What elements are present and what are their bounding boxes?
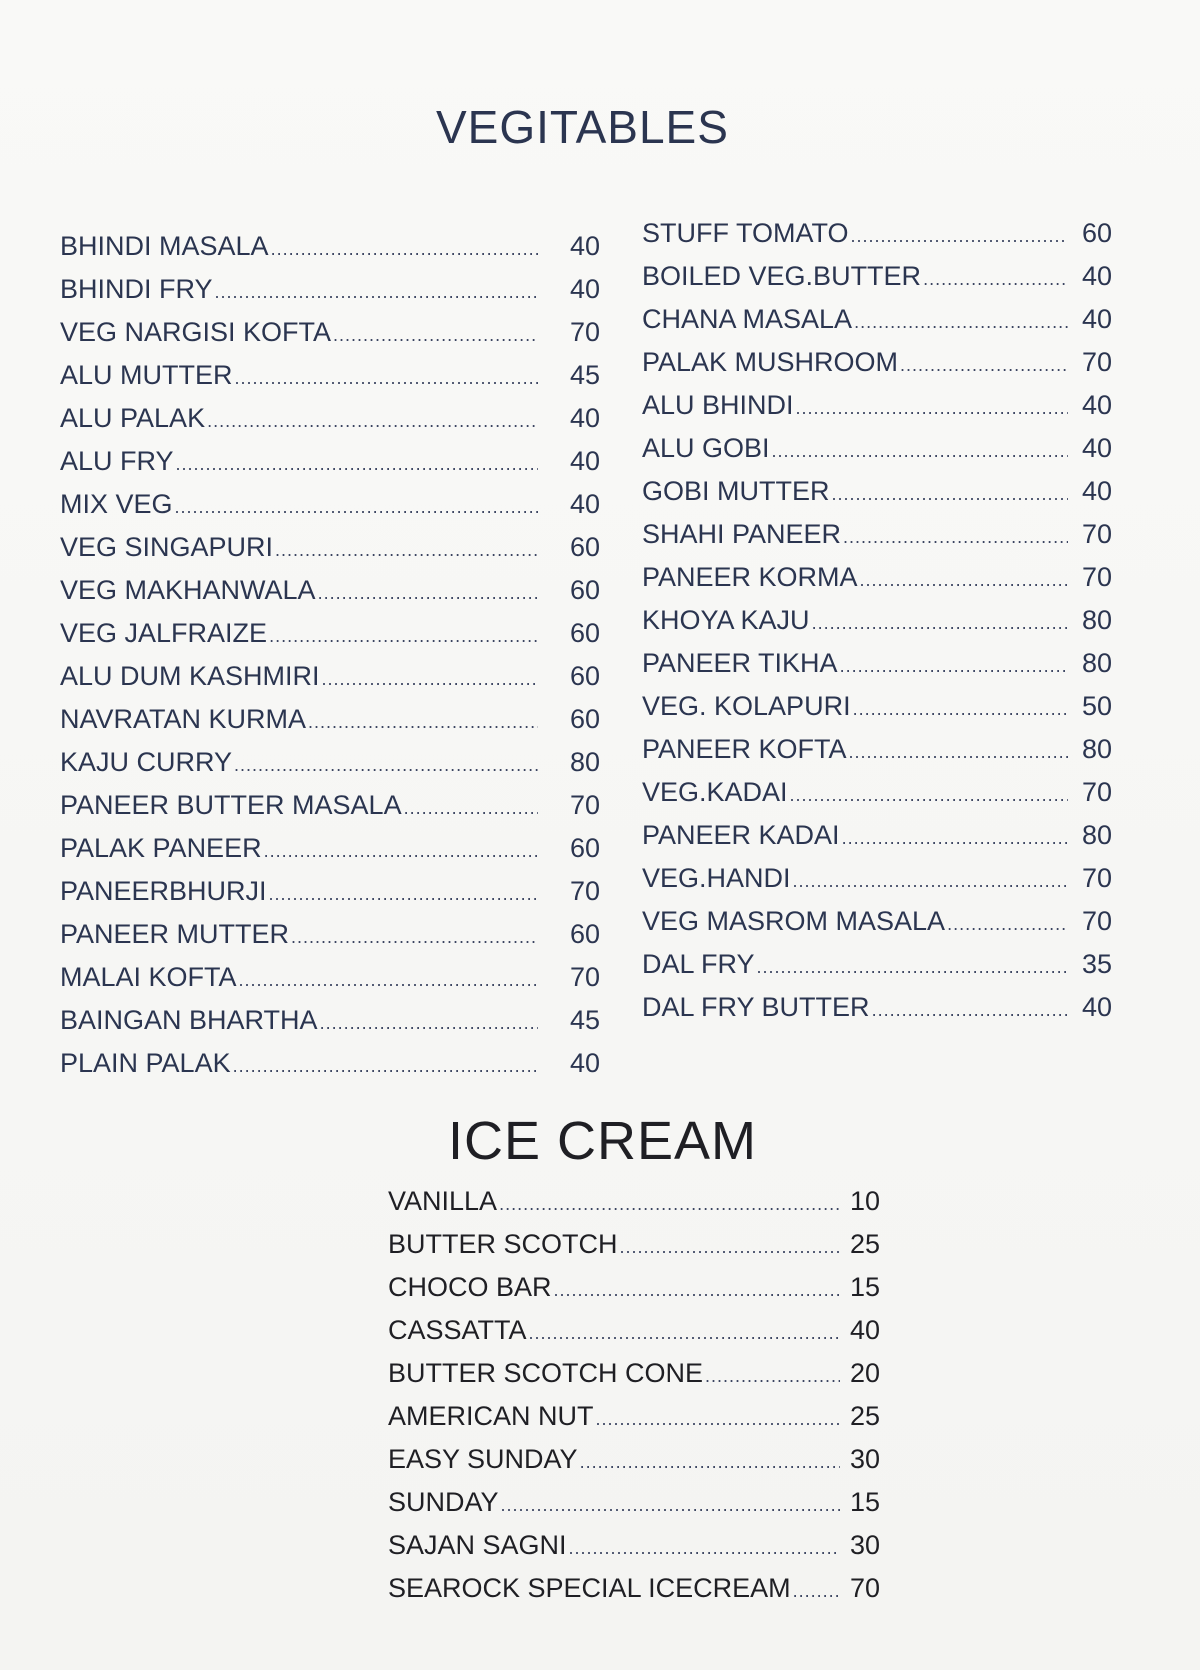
menu-item-name: MALAI KOFTA [60, 962, 237, 992]
menu-item-price: 10 [849, 1186, 880, 1216]
menu-item [642, 685, 1112, 728]
dot-leader [404, 787, 538, 830]
menu-item-name: ALU BHINDI [642, 390, 794, 420]
menu-item-name: ALU GOBI [642, 433, 770, 463]
menu-item [60, 397, 600, 440]
menu-item-price: 25 [849, 1229, 880, 1259]
menu-item [642, 470, 1112, 513]
dot-leader [320, 1002, 538, 1045]
menu-item-price: 60 [569, 575, 600, 605]
menu-item-price: 40 [849, 1315, 880, 1345]
dot-leader [843, 516, 1068, 559]
menu-item [388, 1524, 880, 1567]
menu-item-name: GOBI MUTTER [642, 476, 830, 506]
menu-item-name: AMERICAN NUT [388, 1401, 594, 1431]
menu-item [388, 1395, 880, 1438]
menu-item-price: 40 [569, 274, 600, 304]
menu-item-name: SEAROCK SPECIAL ICECREAM [388, 1573, 791, 1603]
dot-leader [554, 1269, 840, 1312]
menu-item-name: NAVRATAN KURMA [60, 704, 307, 734]
menu-item-price: 40 [569, 403, 600, 433]
dot-leader [793, 1570, 840, 1613]
ice-cream-list [388, 1180, 880, 1610]
menu-item-price: 70 [569, 790, 600, 820]
dot-leader [840, 645, 1068, 688]
menu-item [60, 870, 600, 913]
menu-item-price: 30 [849, 1444, 880, 1474]
menu-item-name: DAL FRY BUTTER [642, 992, 870, 1022]
menu-item-name: KAJU CURRY [60, 747, 233, 777]
menu-item-name: VEG NARGISI KOFTA [60, 317, 332, 347]
menu-item [60, 913, 600, 956]
dot-leader [215, 271, 538, 314]
menu-item [388, 1567, 880, 1610]
menu-item-name: PANEER KADAI [642, 820, 840, 850]
dot-leader [842, 817, 1068, 860]
dot-leader [275, 529, 538, 572]
dot-leader [620, 1226, 841, 1269]
menu-item-price: 60 [569, 618, 600, 648]
menu-item [642, 771, 1112, 814]
menu-item-price: 70 [1081, 863, 1112, 893]
menu-item-name: BHINDI MASALA [60, 231, 269, 261]
menu-item-name: ALU FRY [60, 446, 174, 476]
dot-leader [269, 873, 538, 916]
menu-item-name: DAL FRY [642, 949, 755, 979]
dot-leader [264, 830, 538, 873]
menu-item-price: 70 [849, 1573, 880, 1603]
menu-item-price: 60 [569, 661, 600, 691]
menu-item-name: VEG JALFRAIZE [60, 618, 268, 648]
menu-item [60, 655, 600, 698]
menu-item [642, 384, 1112, 427]
menu-item-name: PANEER KOFTA [642, 734, 847, 764]
menu-item-name: PALAK PANEER [60, 833, 262, 863]
menu-item-price: 30 [849, 1530, 880, 1560]
menu-item-price: 15 [849, 1487, 880, 1517]
menu-item-name: BOILED VEG.BUTTER [642, 261, 922, 291]
menu-item-price: 40 [569, 1048, 600, 1078]
menu-item [388, 1352, 880, 1395]
menu-item-name: BUTTER SCOTCH CONE [388, 1358, 704, 1388]
menu-item [388, 1266, 880, 1309]
menu-item [642, 857, 1112, 900]
dot-leader [501, 1484, 840, 1527]
menu-item-name: BHINDI FRY [60, 274, 213, 304]
dot-leader [772, 430, 1068, 473]
menu-item [60, 741, 600, 784]
dot-leader [757, 946, 1068, 989]
menu-item-name: VEG MAKHANWALA [60, 575, 316, 605]
ice-cream-section-title: ICE CREAM [448, 1111, 758, 1171]
dot-leader [793, 860, 1068, 903]
menu-item-price: 40 [1081, 390, 1112, 420]
dot-leader [529, 1312, 840, 1355]
menu-item-price: 45 [569, 1005, 600, 1035]
dot-leader [596, 1398, 840, 1441]
menu-item-price: 50 [1081, 691, 1112, 721]
menu-item [642, 642, 1112, 685]
menu-item-price: 35 [1081, 949, 1112, 979]
dot-leader [175, 486, 538, 529]
menu-item-name: BUTTER SCOTCH [388, 1229, 618, 1259]
menu-item [388, 1481, 880, 1524]
menu-item-price: 70 [1081, 519, 1112, 549]
menu-item-price: 70 [1081, 906, 1112, 936]
menu-item-price: 60 [569, 833, 600, 863]
menu-item-name: CHANA MASALA [642, 304, 853, 334]
menu-item [642, 212, 1112, 255]
menu-item-name: VEG MASROM MASALA [642, 906, 946, 936]
menu-item [642, 900, 1112, 943]
dot-leader [318, 572, 538, 615]
menu-item-name: VANILLA [388, 1186, 498, 1216]
menu-item-name: SHAHI PANEER [642, 519, 842, 549]
menu-item [642, 556, 1112, 599]
menu-item-name: VEG.HANDI [642, 863, 791, 893]
dot-leader [322, 658, 538, 701]
dot-leader [854, 301, 1068, 344]
menu-item-price: 40 [1081, 433, 1112, 463]
menu-item [60, 784, 600, 827]
menu-item-name: PANEER KORMA [642, 562, 858, 592]
menu-item [388, 1223, 880, 1266]
menu-item-price: 40 [569, 231, 600, 261]
menu-item-name: MIX VEG [60, 489, 173, 519]
menu-item-price: 70 [569, 962, 600, 992]
menu-item [60, 526, 600, 569]
menu-item-name: PANEER BUTTER MASALA [60, 790, 402, 820]
menu-item [60, 956, 600, 999]
menu-item-price: 80 [1081, 734, 1112, 764]
menu-item-name: CASSATTA [388, 1315, 527, 1345]
dot-leader [569, 1527, 840, 1570]
menu-item-price: 45 [569, 360, 600, 390]
menu-item [642, 255, 1112, 298]
menu-item-price: 80 [569, 747, 600, 777]
vegetables-left-column [60, 225, 600, 1085]
dot-leader [860, 559, 1068, 602]
dot-leader [832, 473, 1069, 516]
dot-leader [269, 615, 538, 658]
dot-leader [291, 916, 538, 959]
menu-item-name: EASY SUNDAY [388, 1444, 578, 1474]
menu-item-name: ALU MUTTER [60, 360, 233, 390]
dot-leader [812, 602, 1068, 645]
dot-leader [851, 215, 1068, 258]
dot-leader [580, 1441, 840, 1484]
menu-item-name: SAJAN SAGNI [388, 1530, 567, 1560]
menu-item-price: 70 [569, 876, 600, 906]
menu-item-name: VEG.KADAI [642, 777, 788, 807]
menu-item [60, 612, 600, 655]
menu-item [60, 698, 600, 741]
menu-item [60, 440, 600, 483]
dot-leader [239, 959, 538, 1002]
menu-item-price: 60 [569, 704, 600, 734]
dot-leader [271, 228, 538, 271]
menu-item-price: 20 [849, 1358, 880, 1388]
menu-item [642, 427, 1112, 470]
dot-leader [923, 258, 1068, 301]
dot-leader [499, 1183, 840, 1226]
menu-item-price: 70 [569, 317, 600, 347]
menu-item-name: SUNDAY [388, 1487, 499, 1517]
menu-item-name: VEG SINGAPURI [60, 532, 274, 562]
menu-item [60, 569, 600, 612]
menu-item-price: 80 [1081, 605, 1112, 635]
menu-item [60, 225, 600, 268]
menu-item-price: 70 [1081, 777, 1112, 807]
menu-item [642, 513, 1112, 556]
vegetables-right-column [642, 212, 1112, 1029]
menu-item-price: 40 [1081, 992, 1112, 1022]
menu-item-name: STUFF TOMATO [642, 218, 849, 248]
menu-item-price: 60 [569, 919, 600, 949]
menu-item [60, 999, 600, 1042]
vegetables-section-title: VEGITABLES [436, 101, 729, 153]
dot-leader [900, 344, 1068, 387]
menu-item-name: VEG. KOLAPURI [642, 691, 851, 721]
menu-item [642, 728, 1112, 771]
menu-item-price: 80 [1081, 820, 1112, 850]
menu-item-price: 80 [1081, 648, 1112, 678]
dot-leader [947, 903, 1068, 946]
menu-item [60, 827, 600, 870]
dot-leader [853, 688, 1068, 731]
menu-item [60, 1042, 600, 1085]
dot-leader [207, 400, 538, 443]
dot-leader [790, 774, 1068, 817]
menu-item [642, 599, 1112, 642]
menu-item [388, 1180, 880, 1223]
menu-item [60, 268, 600, 311]
menu-item [642, 298, 1112, 341]
menu-item-price: 40 [1081, 476, 1112, 506]
menu-item [60, 354, 600, 397]
menu-item-name: PANEER MUTTER [60, 919, 290, 949]
dot-leader [849, 731, 1068, 774]
menu-item-name: KHOYA KAJU [642, 605, 810, 635]
dot-leader [796, 387, 1068, 430]
menu-item [642, 341, 1112, 384]
menu-item-price: 15 [849, 1272, 880, 1302]
menu-item-price: 40 [569, 489, 600, 519]
menu-item-price: 70 [1081, 347, 1112, 377]
menu-item [388, 1438, 880, 1481]
menu-item-name: ALU PALAK [60, 403, 206, 433]
dot-leader [308, 701, 538, 744]
menu-item-price: 40 [569, 446, 600, 476]
dot-leader [233, 1045, 538, 1088]
menu-item [60, 483, 600, 526]
menu-item-name: ALU DUM KASHMIRI [60, 661, 320, 691]
menu-item-name: PALAK MUSHROOM [642, 347, 899, 377]
dot-leader [872, 989, 1068, 1032]
menu-item-name: PANEER TIKHA [642, 648, 838, 678]
menu-item [642, 814, 1112, 857]
dot-leader [333, 314, 538, 357]
menu-item-name: PLAIN PALAK [60, 1048, 231, 1078]
menu-item-price: 70 [1081, 562, 1112, 592]
menu-item [60, 311, 600, 354]
menu-item-price: 60 [1081, 218, 1112, 248]
menu-item [642, 943, 1112, 986]
menu-item-name: BAINGAN BHARTHA [60, 1005, 318, 1035]
dot-leader [176, 443, 538, 486]
dot-leader [235, 357, 538, 400]
menu-item-price: 25 [849, 1401, 880, 1431]
dot-leader [234, 744, 538, 787]
menu-item-name: PANEERBHURJI [60, 876, 267, 906]
menu-item [388, 1309, 880, 1352]
menu-item-price: 40 [1081, 261, 1112, 291]
dot-leader [705, 1355, 840, 1398]
menu-item [642, 986, 1112, 1029]
menu-item-price: 60 [569, 532, 600, 562]
menu-item-price: 40 [1081, 304, 1112, 334]
menu-item-name: CHOCO BAR [388, 1272, 552, 1302]
